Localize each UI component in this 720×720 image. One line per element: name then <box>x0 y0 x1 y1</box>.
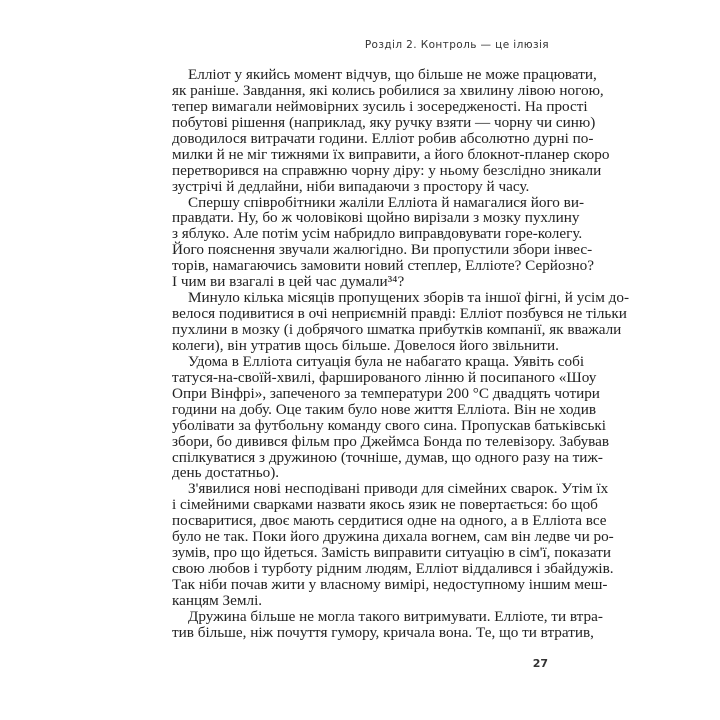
text-line: колеги), він утратив щось більше. Довелося його звільнити. <box>172 336 559 354</box>
paragraph <box>172 193 594 291</box>
text-line: Удома в Еллiота ситуація була не набагато краща. Уявіть собі <box>188 352 585 370</box>
text-line: і сімейними сварками назвати якось язик не повертається: бо щоб <box>172 496 598 514</box>
text-line: зумів, про що йдеться. Замість виправити ситуацію в сім'ї, показати <box>172 544 611 562</box>
text-line: милки й не міг тижнями їх виправити, а його блокнот-планер скоро <box>172 145 610 163</box>
body-text <box>172 66 630 641</box>
text-line: Опри Вінфрі», запеченого за температури 200 °С двадцять чотири <box>172 384 600 402</box>
text-line: побутові рішення (наприклад, яку ручку взяти — чорну чи синю) <box>172 113 596 131</box>
text-line: пухлини в мозку (і добрячого шматка прибутків компанії, як вважали <box>172 321 622 338</box>
text-line: Так ніби почав жити у власному вимірі, недоступному іншим меш- <box>172 576 608 593</box>
text-line: торів, намагаючись замовити новий степлер, Еллiоте? Серйозно? <box>172 257 594 275</box>
text-line: правдати. Ну, бо ж чоловікові щойно вирізали з мозку пухлину <box>172 209 580 227</box>
text-line: І чим ви взагалі в цей час думали³⁴? <box>172 273 405 291</box>
text-line: Його пояснення звучали жалюгідно. Ви пропустили збори інвес- <box>172 241 593 259</box>
text-line: Спершу співробітники жаліли Еллiота й намагалися його ви- <box>188 193 585 211</box>
paragraph <box>172 289 630 354</box>
text-line: перетворився на справжню чорну діру: у ньому безслідно зникали <box>172 161 602 179</box>
text-line: було не так. Поки його дружина дихала вогнем, сам він ледве чи ро- <box>172 528 614 546</box>
text-line: як раніше. Завдання, які колись робилися за хвилину лівою ногою, <box>172 81 604 99</box>
text-line: збори, бо дивився фільм про Джеймса Бонда по телевізору. Забував <box>172 432 610 450</box>
text-line: доводилося витрачати години. Еллiот робив абсолютно дурні по- <box>172 129 594 147</box>
running-header: Розділ 2. Контроль — це ілюзія <box>364 39 549 51</box>
text-line: Минуло кілька місяців пропущених зборів та іншої фігні, й усім до- <box>188 289 630 307</box>
text-line: уболівати за футбольну команду свого сина. Пропускав батьківські <box>172 416 607 434</box>
text-line: день достатньо). <box>172 464 280 482</box>
text-line: татуся-на-своїй-хвилі, фаршированого лінню й посипаного «Шоу <box>172 368 597 386</box>
text-line: свою любов і турботу рідним людям, Еллiот віддалився і збайдужів. <box>172 560 614 578</box>
text-line: тепер вимагали неймовірних зусиль і зосередженості. На прості <box>172 97 588 115</box>
text-line: години на добу. Оце таким було нове життя Еллiота. Він не ходив <box>172 400 597 418</box>
text-line: зустрічі й дедлайни, ніби випадаючи з простору й часу. <box>172 177 530 195</box>
text-line: тив більше, ніж почуття гумору, кричала вона. Те, що ти втратив, <box>172 623 594 641</box>
text-line: канцям Землі. <box>172 591 263 609</box>
text-line: Дружина більше не могла такого витримувати. Еллiоте, ти втра- <box>188 607 603 625</box>
paragraph <box>172 66 610 195</box>
page-number: 27 <box>532 657 548 670</box>
text-line: Еллiот у якийсь момент вiдчув, що бiльше не може працювати, <box>188 66 597 83</box>
text-line: з яблуко. Але потім усім набридло виправдовувати горе-колегу. <box>172 225 583 243</box>
paragraph <box>172 607 603 641</box>
text-line: велося подивитися в очі неприємній правді: Еллiот позбувся не тільки <box>172 305 627 323</box>
text-line: спілкуватися з дружиною (точніше, думав, що одного разу на тиж- <box>172 448 603 466</box>
text-line: З'явилися нові несподівані приводи для сімейних сварок. Утім їх <box>188 480 609 498</box>
paragraph <box>172 480 614 609</box>
text-line: посваритися, двоє мають сердитися одне на одного, а в Еллiота все <box>172 512 607 530</box>
paragraph <box>172 352 610 482</box>
